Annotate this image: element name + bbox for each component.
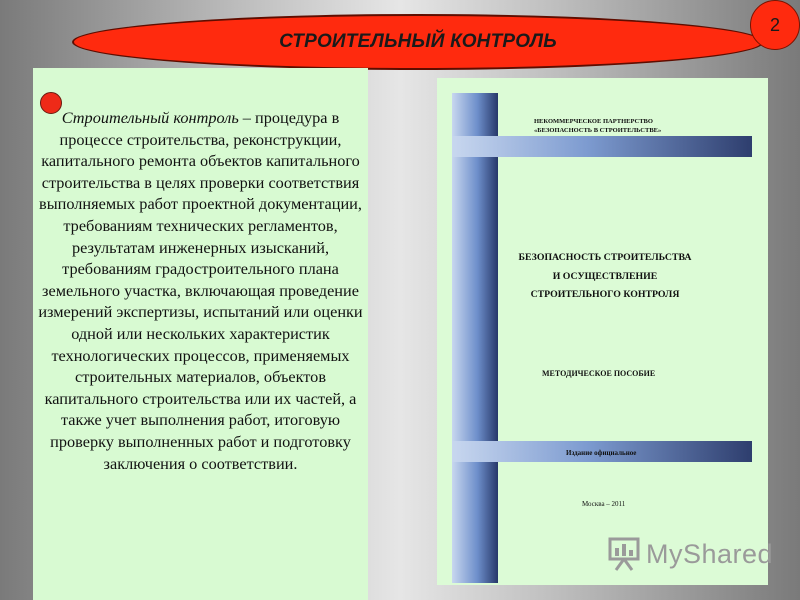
cover-title-line2: И ОСУЩЕСТВЛЕНИЕ xyxy=(552,270,658,282)
cover-organization xyxy=(534,117,661,135)
definition-text xyxy=(34,107,367,474)
cover-title-line3: СТРОИТЕЛЬНОГО КОНТРОЛЯ xyxy=(530,289,680,300)
cover-title-line1: БЕЗОПАСНОСТЬ СТРОИТЕЛЬСТВА xyxy=(518,252,692,263)
slide-title: СТРОИТЕЛЬНЫЙ КОНТРОЛЬ xyxy=(279,31,557,52)
presentation-board-icon xyxy=(606,536,642,572)
cover-edition: Издание официальное xyxy=(566,449,637,457)
definition-term: Строительный контроль xyxy=(61,108,239,127)
slide-title-banner xyxy=(72,14,764,70)
cover-org-line1: НЕКОММЕРЧЕСКОЕ ПАРТНЕРСТВО xyxy=(534,118,653,125)
watermark-text: MyShared xyxy=(646,538,774,569)
cover-org-line2: «БЕЗОПАСНОСТЬ В СТРОИТЕЛЬСТВЕ» xyxy=(534,127,662,134)
definition-body: – процедура в процессе строительства, реконструкции, капитального ремонта объектов капитального строительства в целях проверки соответствия выполняемых работ проектной документации, требованиям технических регламентов, результатам инженерных изысканий, требованиям градостроительного плана земельного участка, включающая проведение измерений экспертизы, испытаний или оценки одной или нескольких характеристик технологических процессов, применяемых строительных материалов, объектов капитального строительства или их частей, а также учет выполнения работ, итоговую проверку выполненных работ и подготовку заключения о соответствии. xyxy=(38,108,363,473)
cover-book-title xyxy=(505,249,705,305)
watermark xyxy=(606,536,773,572)
cover-city-year: Москва – 2011 xyxy=(582,500,626,508)
cover-vertical-bar xyxy=(452,93,498,583)
cover-kind: МЕТОДИЧЕСКОЕ ПОСОБИЕ xyxy=(542,369,656,378)
page-number-badge: 2 xyxy=(750,0,800,50)
cover-top-bar xyxy=(452,136,752,157)
